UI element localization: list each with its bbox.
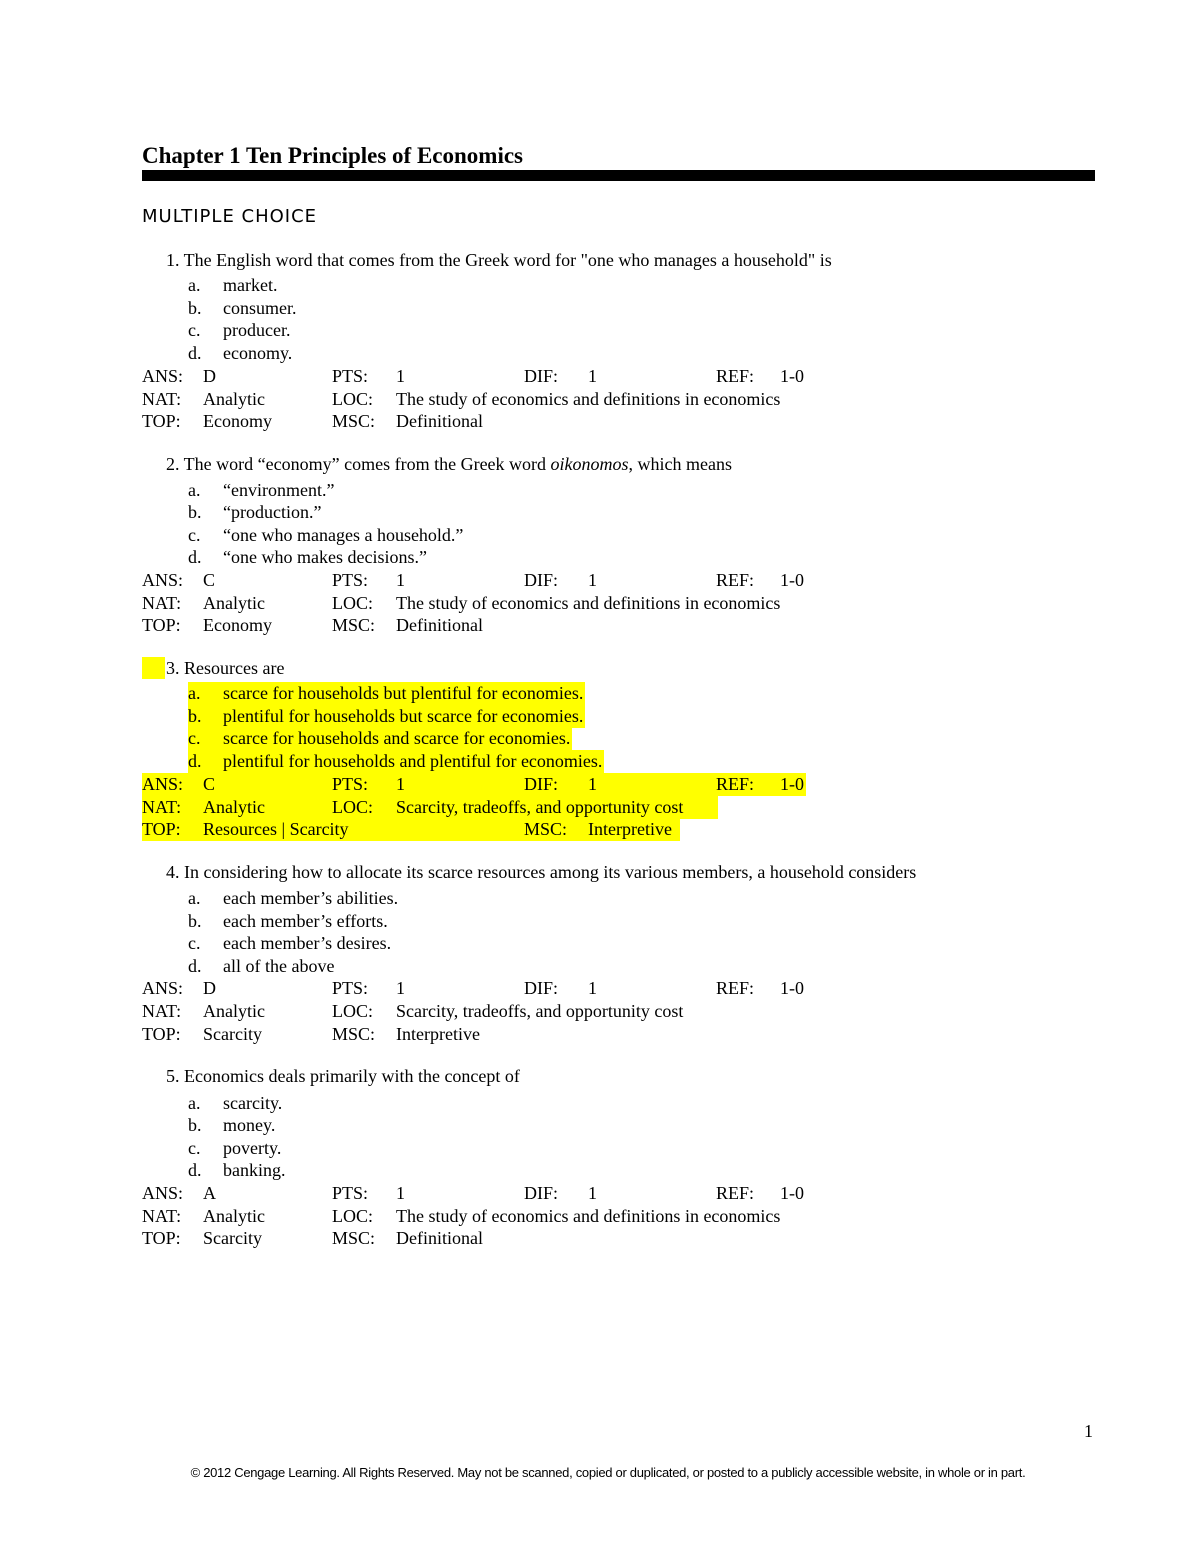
- highlight-marker: [142, 657, 165, 679]
- option-b: b. consumer.: [188, 298, 297, 318]
- option-d: d. “one who makes decisions.”: [188, 547, 427, 567]
- question-stem: 3. Resources are: [166, 658, 285, 678]
- top-row: TOP: Resources | Scarcity MSC: Interpretive: [142, 818, 680, 841]
- option-a: a. scarcity.: [188, 1093, 283, 1113]
- option-a: a. “environment.”: [188, 480, 335, 500]
- nat-row: NAT: Analytic LOC: The study of economics and definitions in economics: [142, 389, 781, 409]
- title-rule: [142, 170, 1095, 181]
- option-b: b. “production.”: [188, 502, 322, 522]
- nat-row: NAT: Analytic LOC: Scarcity, tradeoffs, and opportunity cost: [142, 796, 718, 819]
- option-d: d. plentiful for households and plentiful for economies.: [188, 751, 603, 771]
- option-c: c. poverty.: [188, 1138, 282, 1158]
- copyright-footer: © 2012 Cengage Learning. All Rights Reserved. May not be scanned, copied or duplicated, or posted to a publicly accessible website, in whole or in part.: [190, 1465, 1026, 1480]
- nat-row: NAT: Analytic LOC: The study of economics and definitions in economics: [142, 593, 781, 613]
- option-c: c. producer.: [188, 320, 291, 340]
- option-b: b. plentiful for households but scarce for economies.: [188, 706, 584, 726]
- nat-row: NAT: Analytic LOC: The study of economics and definitions in economics: [142, 1206, 781, 1226]
- question-stem: 4. In considering how to allocate its scarce resources among its various members, a household considers: [166, 862, 917, 882]
- option-b: b. each member’s efforts.: [188, 911, 388, 931]
- answer-row: ANS: D PTS: 1 DIF: 1 REF: 1-0: [142, 978, 804, 998]
- top-row: TOP: Scarcity MSC: Interpretive: [142, 1024, 480, 1044]
- question-stem: 1. The English word that comes from the Greek word for "one who manages a household" is: [166, 250, 832, 270]
- nat-row: NAT: Analytic LOC: Scarcity, tradeoffs, and opportunity cost: [142, 1001, 684, 1021]
- top-row: TOP: Economy MSC: Definitional: [142, 615, 483, 635]
- top-row: TOP: Scarcity MSC: Definitional: [142, 1228, 483, 1248]
- option-a: a. market.: [188, 275, 278, 295]
- option-d: d. all of the above: [188, 956, 335, 976]
- option-c: c. each member’s desires.: [188, 933, 392, 953]
- option-d: d. economy.: [188, 343, 293, 363]
- option-d: d. banking.: [188, 1160, 286, 1180]
- answer-row: ANS: A PTS: 1 DIF: 1 REF: 1-0: [142, 1183, 804, 1203]
- section-heading: MULTIPLE CHOICE: [142, 206, 318, 227]
- answer-row: ANS: C PTS: 1 DIF: 1 REF: 1-0: [142, 774, 804, 794]
- option-c: c. scarce for households and scarce for economies.: [188, 728, 571, 748]
- option-b: b. money.: [188, 1115, 276, 1135]
- question-stem: 2. The word “economy” comes from the Greek word oikonomos, which means: [166, 454, 733, 474]
- option-a: a. scarce for households but plentiful for economies.: [188, 683, 584, 703]
- chapter-title: Chapter 1 Ten Principles of Economics: [142, 143, 524, 168]
- option-a: a. each member’s abilities.: [188, 888, 399, 908]
- page-number: 1: [1084, 1421, 1093, 1441]
- answer-row: ANS: C PTS: 1 DIF: 1 REF: 1-0: [142, 570, 804, 590]
- answer-row: ANS: D PTS: 1 DIF: 1 REF: 1-0: [142, 366, 804, 386]
- top-row: TOP: Economy MSC: Definitional: [142, 411, 483, 431]
- option-c: c. “one who manages a household.”: [188, 525, 464, 545]
- question-stem: 5. Economics deals primarily with the concept of: [166, 1066, 520, 1086]
